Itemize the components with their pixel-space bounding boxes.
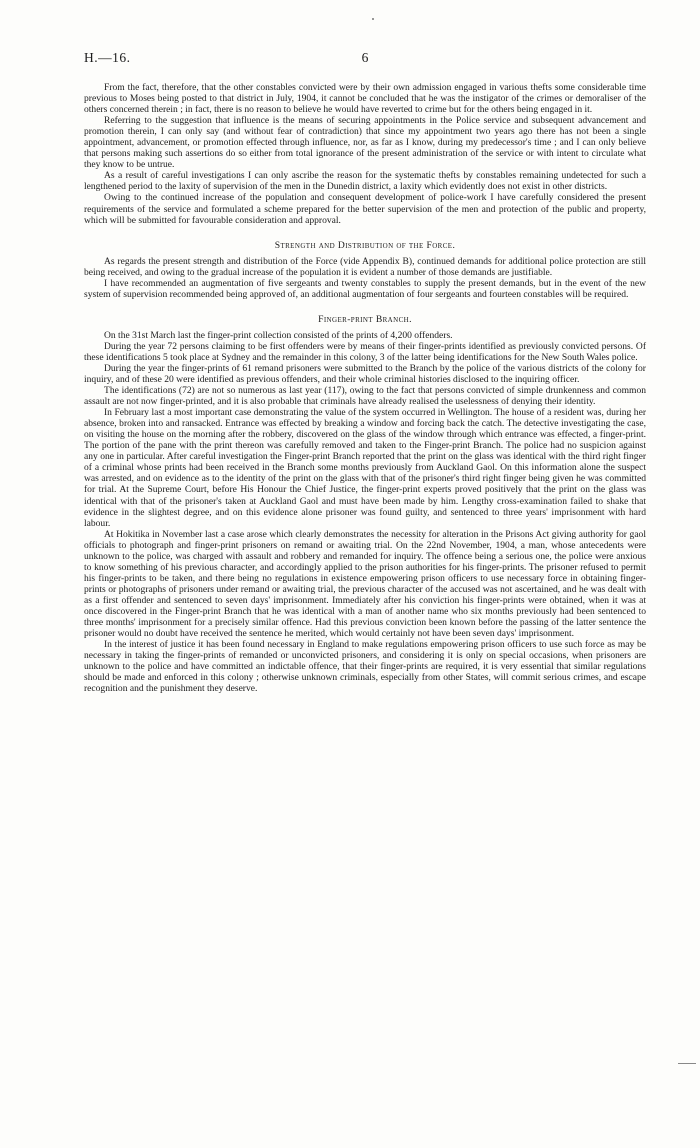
paragraph: From the fact, therefore, that the other constables convicted were by their own admission engaged in various thefts some considerable time previous to Moses being posted to that district in July, 1904, it cannot be concluded that he was the instigator of the crimes or demoraliser of the others concerned therein ; in fact, there is no reason to believe he would have reverted to crime but for the others being engaged in it. [84,82,646,116]
paragraph: I have recommended an augmentation of five sergeants and twenty constables to supply the present demands, but in the event of the new system of supervision recommended being approved of, an additional augmentation of four sergeants and fourteen constables will be required. [84,277,646,300]
paragraph: On the 31st March last the finger-print collection consisted of the prints of 4,200 offenders. [104,329,453,341]
paragraph: The identifications (72) are not so numerous as last year (117), owing to the fact that persons convicted of simple drunkenness and common assault are not now finger-printed, and it is also probable that criminals have already realised the uselessness of denying their identity. [84,385,646,408]
paragraph: Referring to the suggestion that influence is the means of securing appointments in the Police service and subsequent advancement and promotion therein, I can only say (and without fear of contradiction) that since my appointment two years ago there has not been a single appointment, advancement, or promotion effected through influence, nor, as far as I know, during my predecessor's time ; and I can only believe that persons making such assertions do so either from total ignorance of the present administration of the service or with intent to circulate what they know to be untrue. [84,115,646,171]
section-heading-strength: Strength and Distribution of the Force. [274,239,456,251]
paragraph: In February last a most important case demonstrating the value of the system occurred in Wellington. The house of a resident was, during her absence, broken into and ransacked. Entrance was effected by breaking a window and forcing back the catch. The detective investigating the case, on visiting the house on the morning after the robbery, discovered on the glass of the window through which entrance was effected, a finger-print. The portion of the pane with the print thereon was carefully removed and taken to the Finger-print Branch. The police had no suspicion against any one in particular. After careful investigation the Finger-print Branch reported that the print on the glass was identical with the third right finger of a criminal whose prints had been received in the Branch some months previously from Auckland Gaol. On this information alone the suspect was arrested, and on evidence as to the identity of the print on the glass with that of the prisoner's third right finger being given he was committed for trial. At the Supreme Court, before His Honour the Chief Justice, the finger-print experts proved positively that the print on the glass was identical with that of the prisoner's taken at Auckland Gaol and must have been made by him. Lengthy cross-examination failed to shake that evidence in the slightest degree, and on this evidence alone prisoner was found guilty, and sentenced to three years' imprisonment with hard labour. [84,407,646,529]
page-header [84,50,646,70]
paragraph: Owing to the continued increase of the population and consequent development of police-work I have carefully considered the present requirements of the service and formulated a scheme prepared for the better supervision of the men and protection of the public and property, which will be submitted for favourable consideration and approval. [84,192,646,226]
document-reference: H.—16. [84,50,131,65]
paragraph: As a result of careful investigations I can only ascribe the reason for the systematic thefts by constables remaining undetected for such a lengthened period to the laxity of supervision of the men in the Dunedin district, a laxity which evidently does not exist in other districts. [84,170,646,193]
paragraph: In the interest of justice it has been found necessary in England to make regulations empowering prison officers to use such force as may be necessary in taking the finger-prints of remanded or unconvicted prisoners, and considering it is only on special occasions, when prisoners are unknown to the police and have committed an indictable offence, that their finger-prints are required, it is very essential that similar regulations should be made and enforced in this colony ; otherwise unknown criminals, especially from other States, will commit serious crimes, and escape recognition and the punishment they deserve. [84,639,646,695]
paragraph: During the year 72 persons claiming to be first offenders were by means of their finger-prints identified as previously convicted persons. Of these identifications 5 took place at Sydney and the remainder in this colony, 3 of the latter being identifications for the New South Wales police. [84,340,646,363]
print-speck [372,18,374,20]
margin-mark [678,1063,696,1064]
section-heading-fingerprint: Finger-print Branch. [318,313,412,325]
page-body [84,82,646,694]
paragraph: As regards the present strength and distribution of the Force (vide Appendix B), continued demands for additional police protection are still being received, and owing to the gradual increase of the population it is evident a number of those demands are justifiable. [84,255,646,278]
paragraph: During the year the finger-prints of 61 remand prisoners were submitted to the Branch by the police of the various districts of the colony for inquiry, and of these 20 were identified as previous offenders, and their whole criminal histories disclosed to the inquiring officer. [84,362,646,385]
page-number: 6 [361,50,369,65]
paragraph: At Hokitika in November last a case arose which clearly demonstrates the necessity for alteration in the Prisons Act giving authority for gaol officials to photograph and finger-print prisoners on remand or awaiting trial. On the 22nd November, 1904, a man, whose antecedents were unknown to the police, was charged with assault and robbery and remanded for inquiry. The offence being a serious one, the police were anxious to know something of his previous character, and accordingly applied to the prison authorities for his finger-prints. The prisoner refused to permit his finger-prints to be taken, and there being no regulations in existence empowering prison officers to use necessary force in obtaining finger-prints or photographs of prisoners under remand or awaiting trial, the previous character of the accused was not ascertained, and he was dealt with as a first offender and sentenced to seven days' imprisonment. Immediately after his conviction his finger-prints were obtained, when it was at once discovered in the Finger-print Branch that he was identical with a man of another name who six months previously had been sentenced to three months' imprisonment for a precisely similar offence. Had this previous conviction been known before the passing of the latter sentence the prisoner would no doubt have received the sentence he merited, which would certainly not have been seven days' imprisonment. [84,528,646,640]
